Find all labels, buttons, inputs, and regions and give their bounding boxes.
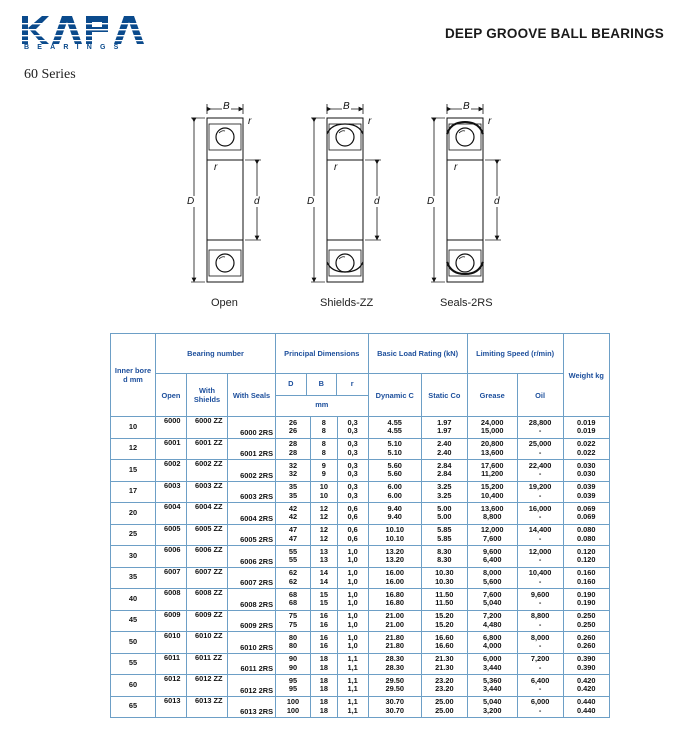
cell-weight: 0.440 0.440 xyxy=(563,696,609,718)
cell-open: 6000 xyxy=(156,417,187,439)
cell-B: 8 8 xyxy=(310,438,337,460)
cell-oil: 25,000 - xyxy=(517,438,563,460)
header-static: Static Co xyxy=(421,374,467,417)
cell-oil: 12,000 - xyxy=(517,546,563,568)
header-dimension-units xyxy=(276,374,369,417)
cell-bore: 40 xyxy=(111,589,156,611)
cell-oil: 6,400 - xyxy=(517,675,563,697)
cell-with-shields: 6001 ZZ xyxy=(187,438,228,460)
cell-static: 21.30 21.30 xyxy=(421,653,467,675)
bearing-diagram-0 xyxy=(185,100,275,295)
cell-static: 2.84 2.84 xyxy=(421,460,467,482)
cell-D: 95 95 xyxy=(276,675,311,697)
cell-weight: 0.250 0.250 xyxy=(563,610,609,632)
cell-B: 12 12 xyxy=(310,524,337,546)
cell-with-seals: 6001 2RS xyxy=(228,438,276,460)
header-r: r xyxy=(350,378,354,388)
cell-oil: 16,000 - xyxy=(517,503,563,525)
cell-grease: 20,800 13,600 xyxy=(467,438,517,460)
header-limiting-speed: Limiting Speed (r/min) xyxy=(467,334,563,374)
cell-dynamic: 6.00 6.00 xyxy=(368,481,421,503)
cell-open: 6003 xyxy=(156,481,187,503)
cell-with-shields: 6011 ZZ xyxy=(187,653,228,675)
cell-weight: 0.039 0.039 xyxy=(563,481,609,503)
cell-with-seals: 6012 2RS xyxy=(228,675,276,697)
cell-r: 0,6 0,6 xyxy=(337,503,368,525)
cell-B: 9 9 xyxy=(310,460,337,482)
header-grease: Grease xyxy=(467,374,517,417)
cell-D: 68 68 xyxy=(276,589,311,611)
diagram-label-r-top: r xyxy=(368,116,372,127)
cell-bore: 10 xyxy=(111,417,156,439)
cell-dynamic: 16.80 16.80 xyxy=(368,589,421,611)
cell-r: 1,0 1,0 xyxy=(337,546,368,568)
cell-with-seals: 6013 2RS xyxy=(228,696,276,718)
cell-bore: 60 xyxy=(111,675,156,697)
cell-dynamic: 21.00 21.00 xyxy=(368,610,421,632)
series-label: 60 Series xyxy=(24,67,76,82)
header-weight: Weight kg xyxy=(563,334,609,417)
cell-open: 6011 xyxy=(156,653,187,675)
cell-weight: 0.160 0.160 xyxy=(563,567,609,589)
cell-open: 6010 xyxy=(156,632,187,654)
cell-oil: 7,200 - xyxy=(517,653,563,675)
cell-with-shields: 6010 ZZ xyxy=(187,632,228,654)
cell-open: 6006 xyxy=(156,546,187,568)
cell-B: 10 10 xyxy=(310,481,337,503)
cell-open: 6005 xyxy=(156,524,187,546)
cell-with-shields: 6007 ZZ xyxy=(187,567,228,589)
cell-bore: 20 xyxy=(111,503,156,525)
cell-D: 32 32 xyxy=(276,460,311,482)
cell-dynamic: 5.10 5.10 xyxy=(368,438,421,460)
cell-with-shields: 6006 ZZ xyxy=(187,546,228,568)
table-row xyxy=(111,481,610,503)
header-bearing-number: Bearing number xyxy=(156,334,276,374)
cell-dynamic: 30.70 30.70 xyxy=(368,696,421,718)
cell-bore: 45 xyxy=(111,610,156,632)
cell-D: 55 55 xyxy=(276,546,311,568)
diagram-caption-2: Seals-2RS xyxy=(440,297,493,309)
table-row xyxy=(111,653,610,675)
kapa-logo-mark xyxy=(22,14,150,46)
cell-static: 11.50 11.50 xyxy=(421,589,467,611)
cell-B: 18 18 xyxy=(310,675,337,697)
cell-D: 28 28 xyxy=(276,438,311,460)
cell-with-seals: 6011 2RS xyxy=(228,653,276,675)
header-principal-dimensions: Principal Dimensions xyxy=(276,334,369,374)
cell-r: 1,1 1,1 xyxy=(337,696,368,718)
cell-B: 13 13 xyxy=(310,546,337,568)
cell-static: 10.30 10.30 xyxy=(421,567,467,589)
cell-weight: 0.080 0.080 xyxy=(563,524,609,546)
cell-grease: 8,000 5,600 xyxy=(467,567,517,589)
cell-weight: 0.120 0.120 xyxy=(563,546,609,568)
diagram-label-b: B xyxy=(223,101,230,112)
cell-B: 14 14 xyxy=(310,567,337,589)
diagram-label-D: D xyxy=(187,196,195,207)
diagram-label-D: D xyxy=(427,196,435,207)
cell-grease: 13,600 8,800 xyxy=(467,503,517,525)
table-row xyxy=(111,417,610,439)
cell-grease: 7,600 5,040 xyxy=(467,589,517,611)
header-D: D xyxy=(276,374,306,395)
table-row xyxy=(111,438,610,460)
cell-open: 6001 xyxy=(156,438,187,460)
cell-bore: 17 xyxy=(111,481,156,503)
cell-oil: 10,400 - xyxy=(517,567,563,589)
cell-r: 1,0 1,0 xyxy=(337,567,368,589)
cell-with-seals: 6009 2RS xyxy=(228,610,276,632)
cell-grease: 12,000 7,600 xyxy=(467,524,517,546)
cell-r: 0,3 0,3 xyxy=(337,438,368,460)
cell-oil: 22,400 - xyxy=(517,460,563,482)
cell-static: 2.40 2.40 xyxy=(421,438,467,460)
cell-open: 6002 xyxy=(156,460,187,482)
cell-oil: 28,800 - xyxy=(517,417,563,439)
diagram-caption-1: Shields-ZZ xyxy=(320,297,374,309)
cell-open: 6007 xyxy=(156,567,187,589)
header-open: Open xyxy=(156,374,187,417)
cell-with-shields: 6004 ZZ xyxy=(187,503,228,525)
diagram-label-r-top: r xyxy=(488,116,492,127)
cell-dynamic: 13.20 13.20 xyxy=(368,546,421,568)
table-row xyxy=(111,610,610,632)
cell-weight: 0.030 0.030 xyxy=(563,460,609,482)
cell-static: 16.60 16.60 xyxy=(421,632,467,654)
cell-with-shields: 6003 ZZ xyxy=(187,481,228,503)
document-title: DEEP GROOVE BALL BEARINGS xyxy=(444,26,664,41)
cell-grease: 5,040 3,200 xyxy=(467,696,517,718)
cell-dynamic: 28.30 28.30 xyxy=(368,653,421,675)
cell-D: 47 47 xyxy=(276,524,311,546)
table-row xyxy=(111,589,610,611)
cell-r: 0,3 0,3 xyxy=(337,417,368,439)
cell-r: 0,3 0,3 xyxy=(337,481,368,503)
diagram-label-r-top: r xyxy=(248,116,252,127)
cell-with-seals: 6000 2RS xyxy=(228,417,276,439)
table-row xyxy=(111,503,610,525)
cell-D: 75 75 xyxy=(276,610,311,632)
cell-with-shields: 6005 ZZ xyxy=(187,524,228,546)
cell-r: 1,0 1,0 xyxy=(337,632,368,654)
cell-open: 6004 xyxy=(156,503,187,525)
diagram-label-r-inner: r xyxy=(214,162,218,173)
cell-dynamic: 4.55 4.55 xyxy=(368,417,421,439)
cell-grease: 15,200 10,400 xyxy=(467,481,517,503)
cell-with-shields: 6012 ZZ xyxy=(187,675,228,697)
cell-with-shields: 6000 ZZ xyxy=(187,417,228,439)
logo-tagline: BEARINGS xyxy=(24,44,127,51)
bearing-spec-table xyxy=(110,333,610,718)
table-row xyxy=(111,632,610,654)
cell-bore: 35 xyxy=(111,567,156,589)
cell-weight: 0.069 0.069 xyxy=(563,503,609,525)
cell-grease: 9,600 6,400 xyxy=(467,546,517,568)
cell-with-shields: 6008 ZZ xyxy=(187,589,228,611)
cell-open: 6008 xyxy=(156,589,187,611)
cell-dynamic: 29.50 29.50 xyxy=(368,675,421,697)
diagram-label-r-inner: r xyxy=(334,162,338,173)
cell-weight: 0.260 0.260 xyxy=(563,632,609,654)
cell-bore: 25 xyxy=(111,524,156,546)
cell-dynamic: 21.80 21.80 xyxy=(368,632,421,654)
header-basic-load-rating: Basic Load Rating (kN) xyxy=(368,334,467,374)
cell-bore: 65 xyxy=(111,696,156,718)
cell-dynamic: 10.10 10.10 xyxy=(368,524,421,546)
cell-oil: 14,400 - xyxy=(517,524,563,546)
cell-B: 15 15 xyxy=(310,589,337,611)
diagram-label-b: B xyxy=(343,101,350,112)
cell-grease: 24,000 15,000 xyxy=(467,417,517,439)
cell-with-seals: 6008 2RS xyxy=(228,589,276,611)
diagram-label-b: B xyxy=(463,101,470,112)
cell-D: 100 100 xyxy=(276,696,311,718)
cell-grease: 6,800 4,000 xyxy=(467,632,517,654)
cell-weight: 0.420 0.420 xyxy=(563,675,609,697)
cell-static: 25.00 25.00 xyxy=(421,696,467,718)
cell-B: 8 8 xyxy=(310,417,337,439)
cell-with-seals: 6003 2RS xyxy=(228,481,276,503)
diagram-label-d: d xyxy=(374,196,380,207)
cell-dynamic: 16.00 16.00 xyxy=(368,567,421,589)
cell-r: 0,3 0,3 xyxy=(337,460,368,482)
cell-D: 90 90 xyxy=(276,653,311,675)
cell-D: 42 42 xyxy=(276,503,311,525)
table-row xyxy=(111,524,610,546)
cell-static: 5.85 5.85 xyxy=(421,524,467,546)
cell-r: 1,0 1,0 xyxy=(337,589,368,611)
cell-grease: 6,000 3,440 xyxy=(467,653,517,675)
cell-D: 35 35 xyxy=(276,481,311,503)
cell-grease: 5,360 3,440 xyxy=(467,675,517,697)
cell-r: 1,1 1,1 xyxy=(337,653,368,675)
header-B: B xyxy=(306,374,336,395)
table-row xyxy=(111,546,610,568)
table-row xyxy=(111,567,610,589)
cell-with-seals: 6010 2RS xyxy=(228,632,276,654)
header-inner-bore: Inner bore d mm xyxy=(111,334,156,417)
cell-D: 62 62 xyxy=(276,567,311,589)
cell-weight: 0.390 0.390 xyxy=(563,653,609,675)
cell-r: 1,0 1,0 xyxy=(337,610,368,632)
cell-static: 15.20 15.20 xyxy=(421,610,467,632)
cell-with-seals: 6002 2RS xyxy=(228,460,276,482)
table-row xyxy=(111,696,610,718)
cell-B: 18 18 xyxy=(310,696,337,718)
cell-with-shields: 6013 ZZ xyxy=(187,696,228,718)
header-oil: Oil xyxy=(517,374,563,417)
cell-oil: 8,800 - xyxy=(517,610,563,632)
cell-bore: 12 xyxy=(111,438,156,460)
header-dynamic: Dynamic C xyxy=(368,374,421,417)
cell-B: 16 16 xyxy=(310,610,337,632)
cell-grease: 7,200 4,480 xyxy=(467,610,517,632)
table-row xyxy=(111,675,610,697)
cell-weight: 0.019 0.019 xyxy=(563,417,609,439)
cell-B: 12 12 xyxy=(310,503,337,525)
header-with-shields: With Shields xyxy=(187,374,228,417)
cell-r: 1,1 1,1 xyxy=(337,675,368,697)
cell-static: 8.30 8.30 xyxy=(421,546,467,568)
header-with-seals: With Seals xyxy=(228,374,276,417)
diagram-label-D: D xyxy=(307,196,315,207)
cell-with-shields: 6002 ZZ xyxy=(187,460,228,482)
cell-with-seals: 6005 2RS xyxy=(228,524,276,546)
cell-dynamic: 5.60 5.60 xyxy=(368,460,421,482)
diagram-label-r-inner: r xyxy=(454,162,458,173)
diagram-label-d: d xyxy=(254,196,260,207)
cell-grease: 17,600 11,200 xyxy=(467,460,517,482)
cell-weight: 0.190 0.190 xyxy=(563,589,609,611)
cell-with-seals: 6007 2RS xyxy=(228,567,276,589)
cell-B: 18 18 xyxy=(310,653,337,675)
cell-bore: 15 xyxy=(111,460,156,482)
table-row xyxy=(111,460,610,482)
cell-dynamic: 9.40 9.40 xyxy=(368,503,421,525)
cell-oil: 9,600 - xyxy=(517,589,563,611)
cell-r: 0,6 0,6 xyxy=(337,524,368,546)
cell-D: 80 80 xyxy=(276,632,311,654)
cell-with-seals: 6004 2RS xyxy=(228,503,276,525)
cell-weight: 0.022 0.022 xyxy=(563,438,609,460)
header-mm: mm xyxy=(276,395,368,416)
cell-with-shields: 6009 ZZ xyxy=(187,610,228,632)
bearing-diagram-1 xyxy=(305,100,395,295)
cell-bore: 55 xyxy=(111,653,156,675)
cell-B: 16 16 xyxy=(310,632,337,654)
cell-bore: 50 xyxy=(111,632,156,654)
cell-static: 1.97 1.97 xyxy=(421,417,467,439)
cell-D: 26 26 xyxy=(276,417,311,439)
cell-open: 6009 xyxy=(156,610,187,632)
cell-with-seals: 6006 2RS xyxy=(228,546,276,568)
cell-static: 23.20 23.20 xyxy=(421,675,467,697)
diagram-label-d: d xyxy=(494,196,500,207)
bearing-diagram-2 xyxy=(425,100,515,295)
cell-static: 5.00 5.00 xyxy=(421,503,467,525)
cell-bore: 30 xyxy=(111,546,156,568)
cell-open: 6013 xyxy=(156,696,187,718)
cell-oil: 6,000 - xyxy=(517,696,563,718)
cell-oil: 19,200 - xyxy=(517,481,563,503)
cell-oil: 8,000 - xyxy=(517,632,563,654)
cell-open: 6012 xyxy=(156,675,187,697)
diagram-caption-0: Open xyxy=(211,297,238,309)
cell-static: 3.25 3.25 xyxy=(421,481,467,503)
